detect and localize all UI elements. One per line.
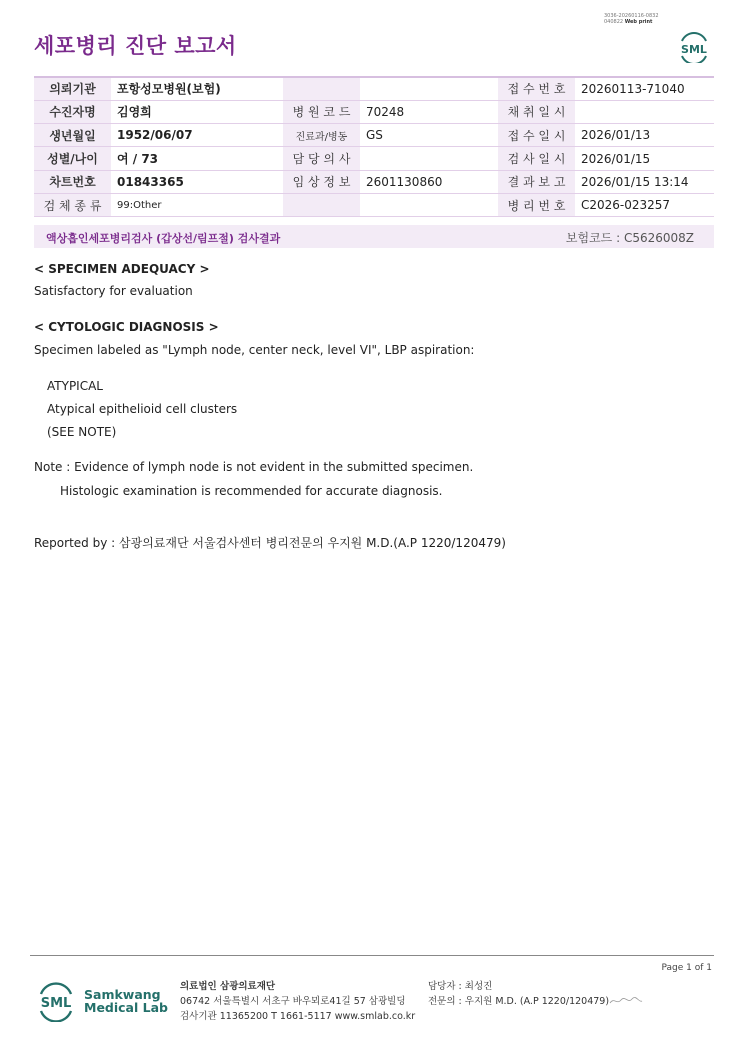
info-value: 01843365 — [111, 170, 283, 193]
info-value: 70248 — [360, 100, 498, 123]
page-number: Page 1 of 1 — [661, 963, 712, 973]
sml-logo-icon — [676, 27, 712, 63]
info-value: 2026/01/15 — [575, 147, 714, 170]
diagnosis-line: Atypical epithelioid cell clusters — [47, 402, 238, 416]
footer-brand: Samkwang Medical Lab — [84, 987, 168, 1015]
table-row — [34, 124, 714, 147]
info-label: 수진자명 — [34, 100, 111, 123]
info-value: 김영희 — [111, 100, 283, 123]
sml-logo-icon — [36, 978, 76, 1022]
footer-divider — [30, 955, 714, 956]
info-label — [283, 193, 360, 216]
table-row — [34, 100, 714, 123]
info-value: 포항성모병원(보험) — [111, 77, 283, 100]
note-line: Note : Evidence of lymph node is not evident in the submitted specimen. — [34, 460, 474, 474]
diagnosis-heading: < CYTOLOGIC DIAGNOSIS > — [34, 320, 219, 334]
svg-text:SML: SML — [40, 996, 72, 1011]
footer-org-info: 의료법인 삼광의료재단 06742 서울특별시 서초구 바우뫼로41길 57 삼광빌딩 검사기관 11365200 T 1661-5117 www.smlab.co.kr — [180, 981, 416, 1022]
info-label: 병 리 번 호 — [498, 193, 575, 216]
report-title: 세포병리 진단 보고서 — [34, 34, 237, 58]
specimen-line: Specimen labeled as "Lymph node, center neck, level VI", LBP aspiration: — [34, 343, 475, 357]
info-label — [283, 77, 360, 100]
info-value — [360, 77, 498, 100]
info-label: 접 수 일 시 — [498, 124, 575, 147]
diagnosis-line: (SEE NOTE) — [47, 425, 117, 439]
patient-info-table — [34, 76, 714, 217]
insurance-code: 보험코드 : C5626008Z — [565, 231, 694, 245]
info-label: 임 상 정 보 — [283, 170, 360, 193]
adequacy-heading: < SPECIMEN ADEQUACY > — [34, 262, 210, 276]
info-label: 접 수 번 호 — [498, 77, 575, 100]
note-line: Histologic examination is recommended for accurate diagnosis. — [60, 484, 443, 498]
svg-text:SML: SML — [681, 43, 707, 56]
info-value: GS — [360, 124, 498, 147]
info-label: 의뢰기관 — [34, 77, 111, 100]
info-label: 성별/나이 — [34, 147, 111, 170]
test-name-bar — [34, 225, 714, 248]
info-label: 검 체 종 류 — [34, 193, 111, 216]
adequacy-text: Satisfactory for evaluation — [34, 284, 193, 298]
info-value: 여 / 73 — [111, 147, 283, 170]
info-value — [575, 100, 714, 123]
test-name: 액상흡인세포병리검사 (갑상선/림프절) 검사결과 — [46, 232, 281, 245]
info-value: 2601130860 — [360, 170, 498, 193]
signature-icon — [608, 995, 644, 1007]
info-label: 병 원 코 드 — [283, 100, 360, 123]
footer-staff: 담당자 : 최성진 전문의 : 우지원 M.D. (A.P 1220/120479) — [428, 981, 610, 1007]
info-label: 차트번호 — [34, 170, 111, 193]
info-value — [360, 193, 498, 216]
reported-by: Reported by : 삼광의료재단 서울검사센터 병리전문의 우지원 M.D.(A.P 1220/120479) — [34, 536, 506, 550]
diagnosis-line: ATYPICAL — [47, 379, 103, 393]
info-value: 20260113-71040 — [575, 77, 714, 100]
info-label: 결 과 보 고 — [498, 170, 575, 193]
table-row — [34, 170, 714, 193]
info-label: 생년월일 — [34, 124, 111, 147]
info-label: 채 취 일 시 — [498, 100, 575, 123]
table-row — [34, 147, 714, 170]
info-value: 2026/01/15 13:14 — [575, 170, 714, 193]
info-label: 검 사 일 시 — [498, 147, 575, 170]
info-value: 1952/06/07 — [111, 124, 283, 147]
info-label: 담 당 의 사 — [283, 147, 360, 170]
table-row — [34, 77, 714, 100]
info-value: 99:Other — [111, 193, 283, 216]
info-value: 2026/01/13 — [575, 124, 714, 147]
table-row — [34, 193, 714, 216]
info-value — [360, 147, 498, 170]
info-label: 진료과/병동 — [283, 124, 360, 147]
print-code: 3036-20260116-0832 040822 Web print — [604, 13, 659, 25]
info-value: C2026-023257 — [575, 193, 714, 216]
